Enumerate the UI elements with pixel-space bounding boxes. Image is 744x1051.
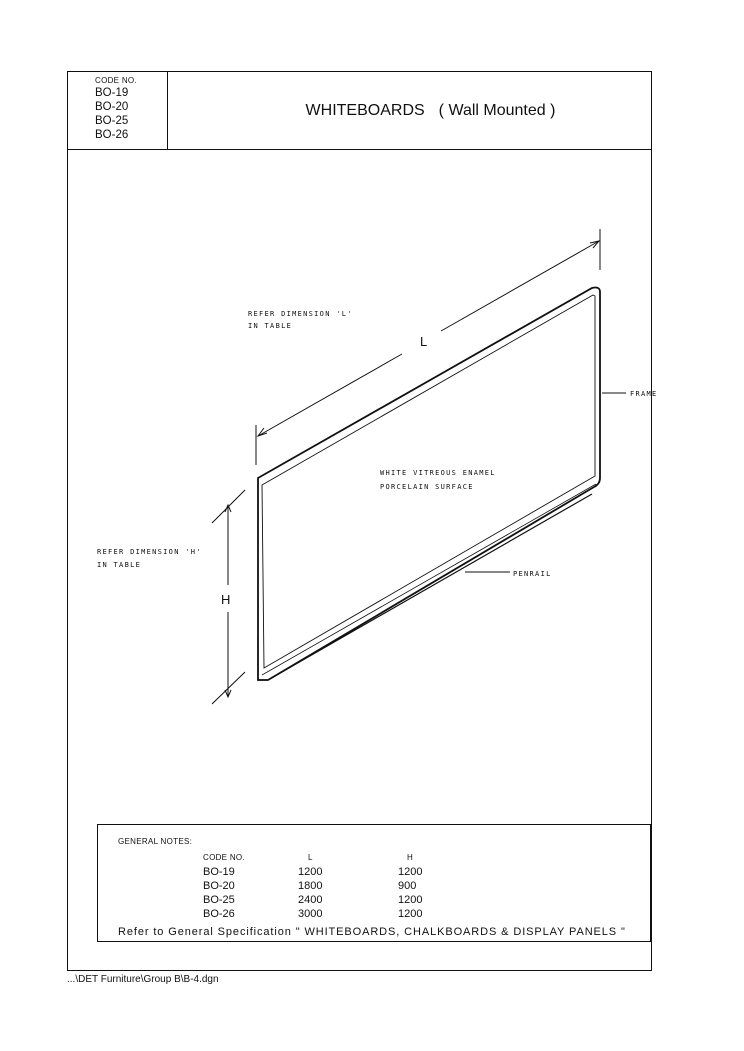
table-header-row	[203, 850, 457, 865]
table-row	[203, 907, 457, 921]
table-cell: 1800	[298, 880, 323, 892]
title-text: WHITEBOARDS	[305, 102, 425, 119]
refer-l-label: IN TABLE	[248, 322, 293, 330]
notes-heading: GENERAL NOTES:	[118, 837, 193, 846]
refer-l-label: REFER DIMENSION 'L'	[248, 310, 353, 318]
table-cell: 1200	[398, 908, 423, 920]
table-cell: BO-25	[203, 894, 235, 906]
table-row	[203, 865, 457, 879]
table-cell: 2400	[298, 894, 323, 906]
table-cell: 1200	[298, 866, 323, 878]
table-row	[203, 879, 457, 893]
surface-label: WHITE VITREOUS ENAMEL	[380, 469, 496, 477]
table-cell: 1200	[398, 866, 423, 878]
table-cell: BO-26	[203, 908, 235, 920]
frame-label: FRAME	[630, 390, 658, 398]
dimension-l	[256, 229, 600, 465]
file-path: ...\DET Furniture\Group B\B-4.dgn	[67, 974, 219, 985]
table-cell: BO-20	[203, 880, 235, 892]
table-cell: 3000	[298, 908, 323, 920]
column-header: L	[308, 853, 313, 862]
penrail-label: PENRAIL	[513, 570, 552, 578]
code-item: BO-26	[95, 129, 129, 141]
dimension-l-letter: L	[420, 334, 428, 349]
code-item: BO-19	[95, 87, 129, 99]
table-cell: 1200	[398, 894, 423, 906]
table-cell: 900	[398, 880, 417, 892]
refer-h-label: REFER DIMENSION 'H'	[97, 548, 202, 556]
refer-h-label: IN TABLE	[97, 561, 142, 569]
table-cell: BO-19	[203, 866, 235, 878]
dimension-h-letter: H	[221, 592, 231, 607]
title-subtitle: ( Wall Mounted )	[438, 102, 556, 119]
table-row	[203, 893, 457, 907]
spec-reference: Refer to General Specification " WHITEBOARDS, CHALKBOARDS & DISPLAY PANELS "	[118, 926, 626, 938]
code-item: BO-25	[95, 115, 129, 127]
surface-label: PORCELAIN SURFACE	[380, 483, 474, 491]
code-heading: CODE NO.	[95, 76, 137, 85]
general-notes	[97, 824, 651, 942]
dimension-table	[203, 850, 457, 921]
column-header: H	[407, 853, 414, 862]
column-header: CODE NO.	[203, 853, 245, 862]
code-item: BO-20	[95, 101, 129, 113]
